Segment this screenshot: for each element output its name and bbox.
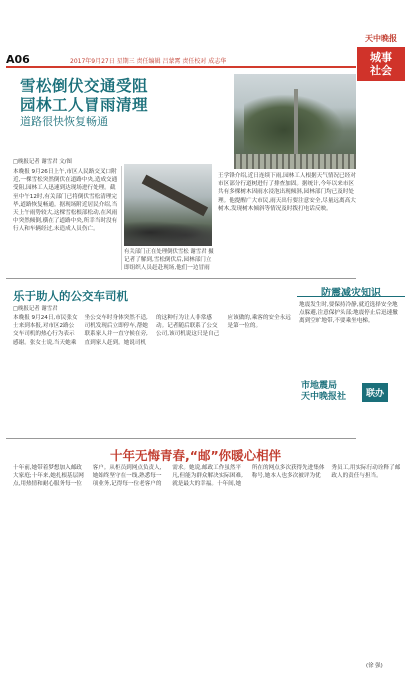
section-divider-2 (6, 438, 356, 439)
section-name: 城事 社会 (357, 47, 405, 81)
page-meta: 2017年9月27日 星期三 责任编辑 吕蒙霄 责任校对 成志华 (70, 58, 227, 65)
sidebar-body: 地震发生时,要保持冷静,就近选择安全地点躲避,注意保护头部;地震停止后迅速撤离到空旷地带,不要乘坐电梯。 (299, 302, 398, 325)
newspaper-name: 天中晚报 (365, 34, 397, 43)
story2-title: 乐于助人的公交车司机 (13, 289, 128, 303)
lead-subtitle: 道路很快恢复畅通 (20, 115, 108, 128)
lead-column-1: 本晚报 9月26日上午,市区人民路交叉口附近,一棵雪松突然倒伏在道路中央,造成交通受阻,园林工人迅速到达现场进行处理。截至中午12时,有关部门已将倒伏雪松清理完毕,道路恢复畅通。据现场附近居民介绍,当天上午雨势较大,这棵雪松根部松动,在风雨中突然倾倒,横在了道路中央,所幸当时没有行人和车辆经过,未造成人员伤亡。 (13, 169, 118, 233)
header-divider (6, 66, 356, 68)
lead-column-3: 王学锋介绍,近日连续下雨,园林工人根据天气情况已经对市区部分行道树进行了排查加固。据统计,今年以来市区共有多棵树木因雨水浸泡出现倾斜,园林部门均已及时处理。他提醒广大市民,雨天出行要注意安全,尽量远离高大树木,发现树木倾斜等情况及时拨打电话反映。 (218, 173, 356, 212)
sidebar-rule (297, 296, 405, 297)
cleanup-photo (124, 164, 212, 246)
lead-byline: □晚报记者 谢雪君 文/图 (13, 159, 72, 165)
column-rule (121, 166, 122, 270)
story3-title: 十年无悔青春,“邮”你暖心相伴 (110, 448, 282, 463)
story2-byline: □晚报记者 谢雪君 (13, 306, 58, 312)
lead-title-line2: 园林工人冒雨清理 (20, 96, 149, 114)
photo-caption: 有关部门正在处理倒伏雪松 谢雪君 摄 (124, 249, 214, 255)
fallen-tree-photo (234, 74, 356, 169)
story2-body: 本晚报 9月24日,市民张女士来到本报,对市区2路公交车司机的热心行为表示感谢。张女士说,当天她乘坐公交车时身体突然不适,司机发现后立即停车,帮她联系家人并一直守候在旁,直到家人赶到。她说司机的这种行为让人非常感动。记者随后联系了公交公司,该司机说这只是自己应该做的,乘客的安全永远是第一位的。 (13, 315, 291, 346)
lead-column-2: 记者了解到,雪松倒伏后,园林部门立即组织人员赶赴现场,他们一边冒雨 (124, 257, 212, 272)
story3-body: 十年前,她带着梦想加入邮政大家庭;十年来,她扎根基层网点,用热情和耐心服务每一位客户。从柜员到网点负责人,她始终坚守在一线,熟悉每一项业务,记得每一位老客户的需求。她说,邮政工作虽然平凡,但能为群众解决实际困难,就是最大的幸福。十年间,她所在的网点多次获得先进集体称号,她本人也多次被评为优秀员工,用实际行动诠释了邮政人的责任与担当。 (13, 465, 401, 488)
lead-title-line1: 雪松倒伏交通受阻 (20, 77, 149, 95)
story3-byline: (徐 强) (366, 663, 383, 669)
organizer-2: 天中晚报社 (301, 392, 347, 402)
section-logo (357, 33, 405, 81)
joint-label: 联办 (362, 383, 388, 402)
organizer-1: 市地震局 (301, 381, 338, 391)
section-divider (6, 278, 356, 279)
page-code: A06 (6, 53, 30, 66)
sidebar-organizers (301, 381, 346, 403)
sidebar-title: 防震减灾知识 (321, 288, 381, 299)
